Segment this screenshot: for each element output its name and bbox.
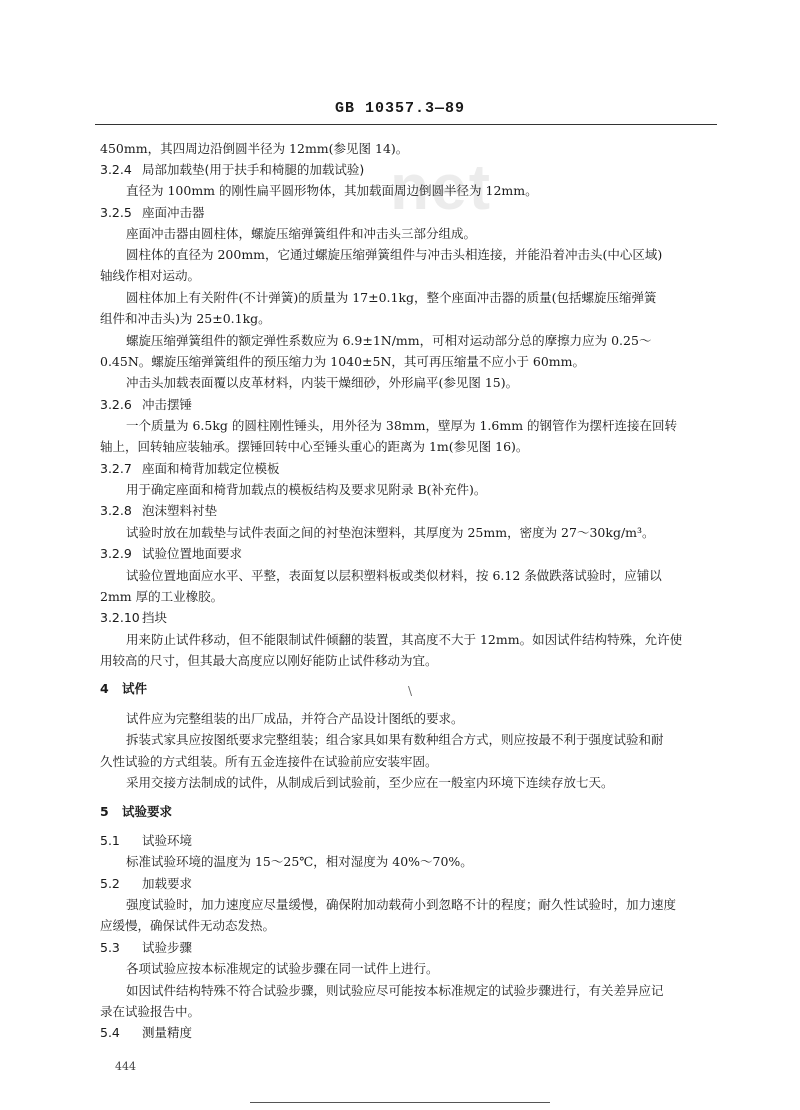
section-heading xyxy=(100,1024,720,1042)
text-line: 久性试验的方式组装。所有五金连接件在试验前应安装牢固。 xyxy=(100,754,438,769)
text-line: 用来防止试件移动，但不能限制试件倾翻的装置，其高度不大于 12mm。如因试件结构特殊，允许使 xyxy=(126,632,683,647)
section-heading xyxy=(100,609,720,627)
text-line: 圆柱体的直径为 200mm，它通过螺旋压缩弹簧组件与冲击头相连接，并能沿着冲击头(中心区域) xyxy=(126,247,663,262)
section-number: 5.1 xyxy=(100,833,120,848)
chapter-number: 4 xyxy=(100,681,109,696)
section-number: 3.2.10 xyxy=(100,610,140,625)
watermark: net xyxy=(390,151,492,223)
chapter-heading xyxy=(100,803,720,821)
section-title: 试验环境 xyxy=(142,833,193,848)
section-title: 试验位置地面要求 xyxy=(142,546,243,561)
text-line: 标准试验环境的温度为 15～25℃，相对湿度为 40%～70%。 xyxy=(126,854,473,869)
section-heading xyxy=(100,545,720,563)
text-line: 一个质量为 6.5kg 的圆柱刚性锤头，用外径为 38mm，壁厚为 1.6mm 的钢管作为摆杆连接在回转 xyxy=(126,418,678,433)
section-title: 加载要求 xyxy=(142,876,193,891)
header-rule xyxy=(95,124,717,125)
section-heading xyxy=(100,875,720,893)
text-line: 螺旋压缩弹簧组件的额定弹性系数应为 6.9±1N/mm，可相对运动部分总的摩擦力应为 0.25～ xyxy=(126,333,652,348)
section-number: 3.2.9 xyxy=(100,546,132,561)
section-number: 3.2.5 xyxy=(100,205,132,220)
text-line: 座面冲击器由圆柱体，螺旋压缩弹簧组件和冲击头三部分组成。 xyxy=(126,226,477,241)
text-line: 轴上，回转轴应装轴承。摆锤回转中心至锤头重心的距离为 1m(参见图 16)。 xyxy=(100,439,529,454)
section-title: 挡块 xyxy=(142,610,168,625)
stray-mark: \ xyxy=(408,684,413,698)
text-line: 450mm，其四周边沿倒圆半径为 12mm(参见图 14)。 xyxy=(100,141,409,156)
page-number: 444 xyxy=(115,1060,136,1073)
section-heading xyxy=(100,939,720,957)
chapter-title: 试验要求 xyxy=(122,804,173,819)
text-line: 采用交接方法制成的试件，从制成后到试验前，至少应在一般室内环境下连续存放七天。 xyxy=(126,775,614,790)
chapter-heading xyxy=(100,680,720,698)
section-heading xyxy=(100,396,720,414)
text-line: 2mm 厚的工业橡胶。 xyxy=(100,589,224,604)
section-number: 3.2.4 xyxy=(100,162,132,177)
section-heading xyxy=(100,161,720,179)
section-heading xyxy=(100,502,720,520)
section-number: 3.2.6 xyxy=(100,397,132,412)
section-title: 局部加载垫(用于扶手和椅腿的加载试验) xyxy=(142,162,365,177)
text-line: 拆装式家具应按图纸要求完整组装；组合家具如果有数种组合方式，则应按最不利于强度试验和耐 xyxy=(126,732,664,747)
text-line: 用较高的尺寸，但其最大高度应以刚好能防止试件移动为宜。 xyxy=(100,653,438,668)
section-number: 3.2.8 xyxy=(100,503,132,518)
text-line: 录在试验报告中。 xyxy=(100,1004,201,1019)
section-title: 冲击摆锤 xyxy=(142,397,193,412)
text-line: 试验位置地面应水平、平整，表面复以层积塑料板或类似材料，按 6.12 条做跌落试验时，应铺以 xyxy=(126,568,662,583)
text-line: 轴线作相对运动。 xyxy=(100,268,201,283)
section-number: 3.2.7 xyxy=(100,461,132,476)
section-number: 5.2 xyxy=(100,876,120,891)
section-heading xyxy=(100,204,720,222)
section-title: 测量精度 xyxy=(142,1025,193,1040)
bottom-rule xyxy=(250,1102,550,1103)
section-heading xyxy=(100,460,720,478)
section-heading xyxy=(100,832,720,850)
text-line: 试件应为完整组装的出厂成品，并符合产品设计图纸的要求。 xyxy=(126,711,464,726)
text-line: 圆柱体加上有关附件(不计弹簧)的质量为 17±0.1kg，整个座面冲击器的质量(包括螺旋压缩弹簧 xyxy=(126,290,657,305)
text-line: 如因试件结构特殊不符合试验步骤，则试验应尽可能按本标准规定的试验步骤进行，有关差异应记 xyxy=(126,983,664,998)
text-line: 用于确定座面和椅背加载点的模板结构及要求见附录 B(补充件)。 xyxy=(126,482,487,497)
text-line: 应缓慢，确保试件无动态发热。 xyxy=(100,918,276,933)
section-number: 5.4 xyxy=(100,1025,120,1040)
text-line: 各项试验应按本标准规定的试验步骤在同一试件上进行。 xyxy=(126,961,439,976)
standard-code-header: GB 10357.3—89 xyxy=(334,100,466,117)
text-line: 0.45N。螺旋压缩弹簧组件的预压缩力为 1040±5N，其可再压缩量不应小于 60mm。 xyxy=(100,354,586,369)
section-title: 座面和椅背加载定位模板 xyxy=(142,461,280,476)
section-number: 5.3 xyxy=(100,940,120,955)
text-line: 试验时放在加载垫与试件表面之间的衬垫泡沫塑料，其厚度为 25mm，密度为 27～30kg/m³。 xyxy=(126,525,655,540)
text-line: 强度试验时，加力速度应尽量缓慢，确保附加动载荷小到忽略不计的程度；耐久性试验时，加力速度 xyxy=(126,897,677,912)
chapter-number: 5 xyxy=(100,804,109,819)
chapter-title: 试件 xyxy=(122,681,148,696)
text-line: 冲击头加载表面覆以皮革材料，内装干燥细砂，外形扁平(参见图 15)。 xyxy=(126,375,519,390)
text-line: 直径为 100mm 的刚性扁平圆形物体，其加载面周边倒圆半径为 12mm。 xyxy=(126,183,538,198)
section-title: 座面冲击器 xyxy=(142,205,205,220)
section-title: 泡沫塑料衬垫 xyxy=(142,503,218,518)
section-title: 试验步骤 xyxy=(142,940,193,955)
text-line: 组件和冲击头)为 25±0.1kg。 xyxy=(100,311,271,326)
